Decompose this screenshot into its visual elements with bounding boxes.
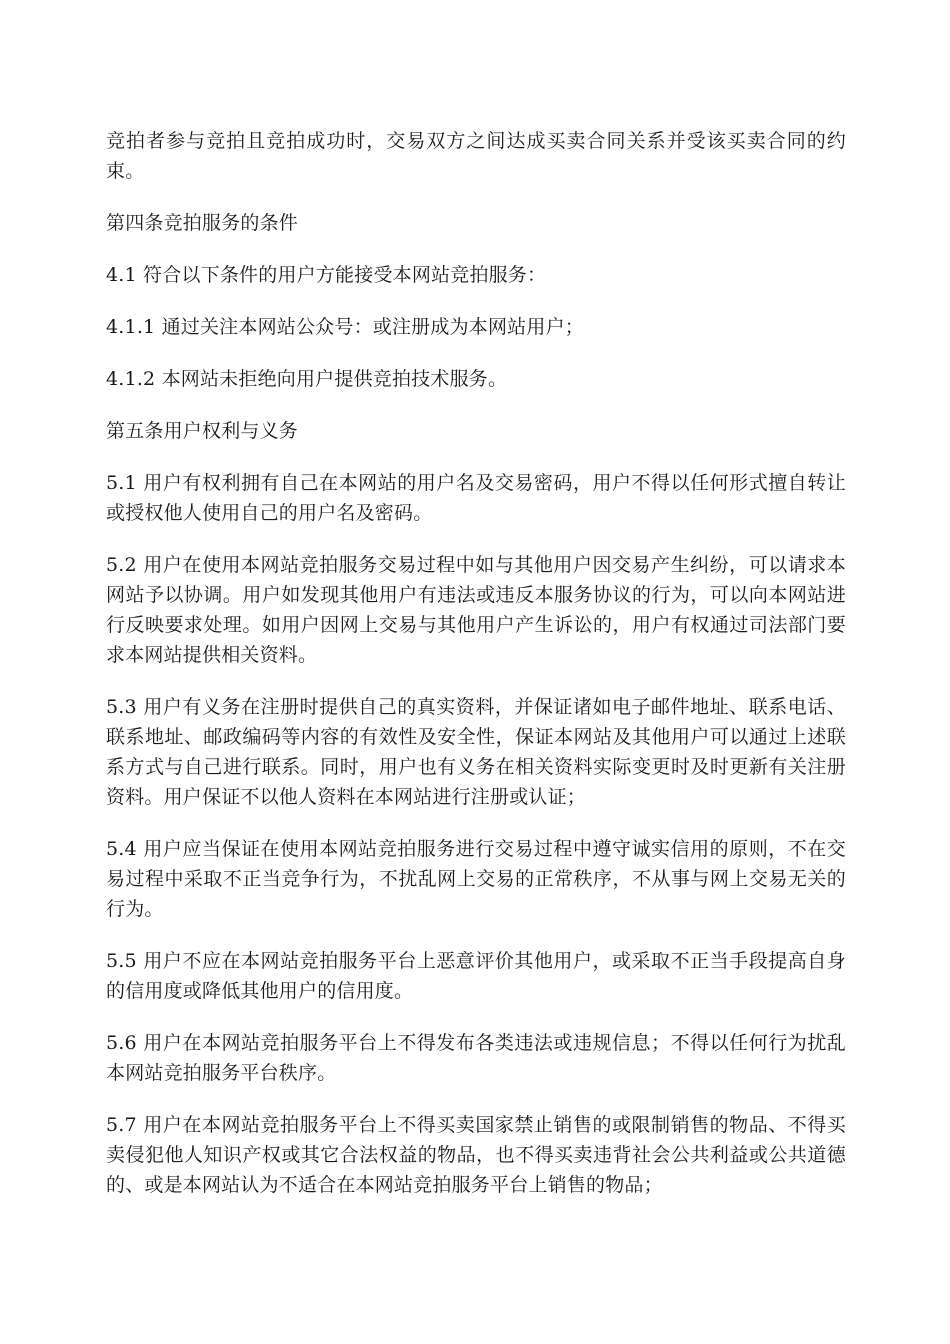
- paragraph-contract-binding: 竞拍者参与竞拍且竞拍成功时，交易双方之间达成买卖合同关系并受该买卖合同的约束。: [106, 130, 846, 182]
- clause-4-1-2: 4.1.2 本网站未拒绝向用户提供竞拍技术服务。: [106, 368, 508, 390]
- section-heading-5: 第五条用户权利与义务: [106, 420, 299, 442]
- section-heading-4: 第四条竞拍服务的条件: [106, 212, 299, 234]
- clause-5-5: 5.5 用户不应在本网站竞拍服务平台上恶意评价其他用户，或采取不正当手段提高自身的信用度或降低其他用户的信用度。: [106, 950, 846, 1002]
- clause-5-1: 5.1 用户有权利拥有自己在本网站的用户名及交易密码，用户不得以任何形式擅自转让或授权他人使用自己的用户名及密码。: [106, 472, 846, 524]
- clause-5-4: 5.4 用户应当保证在使用本网站竞拍服务进行交易过程中遵守诚实信用的原则，不在交易过程中采取不正当竞争行为，不扰乱网上交易的正常秩序，不从事与网上交易无关的行为。: [106, 838, 846, 920]
- clause-4-1-1: 4.1.1 通过关注本网站公众号：或注册成为本网站用户；: [106, 316, 584, 338]
- clause-5-2: 5.2 用户在使用本网站竞拍服务交易过程中如与其他用户因交易产生纠纷，可以请求本网站予以协调。用户如发现其他用户有违法或违反本服务协议的行为，可以向本网站进行反映要求处理。如用户因网上交易与其他用户产生诉讼的，用户有权通过司法部门要求本网站提供相关资料。: [106, 554, 846, 666]
- clause-5-7: 5.7 用户在本网站竞拍服务平台上不得买卖国家禁止销售的或限制销售的物品、不得买卖侵犯他人知识产权或其它合法权益的物品，也不得买卖违背社会公共利益或公共道德的、或是本网站认为不适合在本网站竞拍服务平台上销售的物品；: [106, 1114, 846, 1196]
- clause-5-3: 5.3 用户有义务在注册时提供自己的真实资料，并保证诸如电子邮件地址、联系电话、联系地址、邮政编码等内容的有效性及安全性，保证本网站及其他用户可以通过上述联系方式与自己进行联系。同时，用户也有义务在相关资料实际变更时及时更新有关注册资料。用户保证不以他人资料在本网站进行注册或认证；: [106, 696, 846, 808]
- clause-5-6: 5.6 用户在本网站竞拍服务平台上不得发布各类违法或违规信息；不得以任何行为扰乱本网站竞拍服务平台秩序。: [106, 1032, 846, 1084]
- document-page: [106, 126, 846, 1222]
- clause-4-1: 4.1 符合以下条件的用户方能接受本网站竞拍服务：: [106, 264, 547, 286]
